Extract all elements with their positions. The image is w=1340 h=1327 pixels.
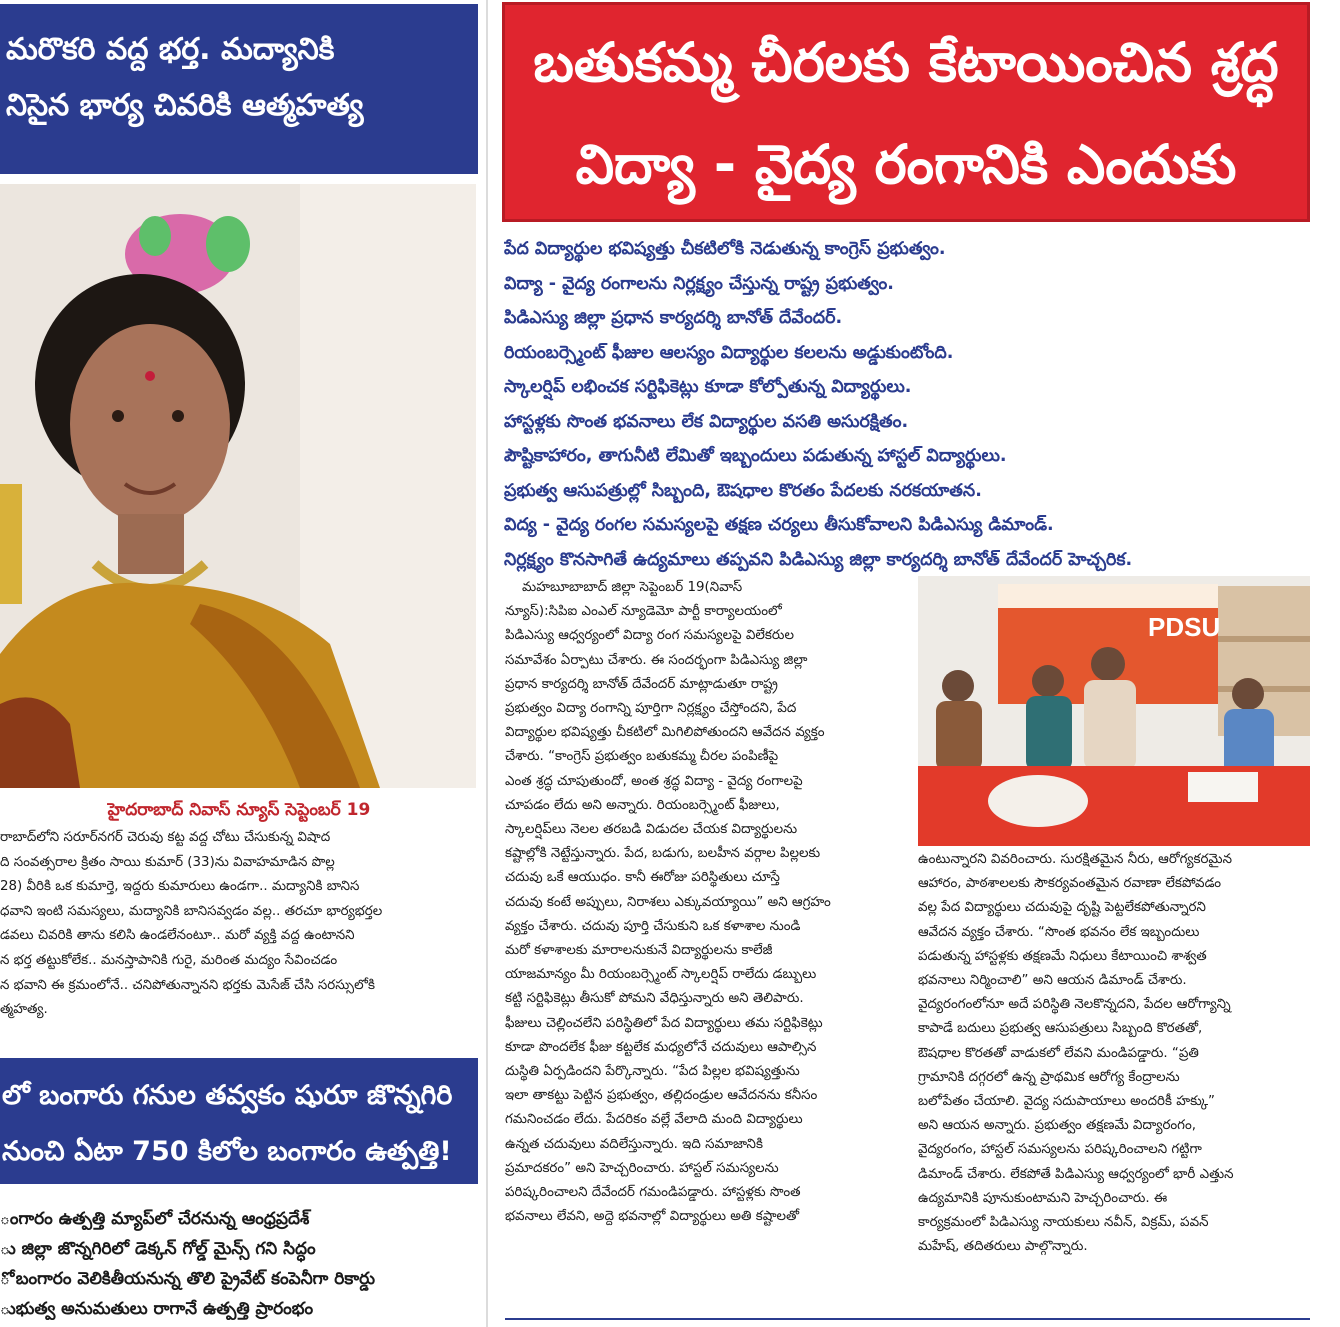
main-story-highlights — [504, 232, 1314, 577]
gold-story-subheadings — [0, 1204, 478, 1324]
left-body-line: న భర్త తట్టుకోలేక.. మనస్తాపానికి గురై, మరింత మద్యం సేవించడం — [0, 952, 338, 968]
main-body-line: మరో కళాశాలకు మారాలనుకునే విద్యార్థులను కాలేజీ — [505, 943, 773, 959]
main-body-line: దుస్థితి ఏర్పడిందని పేర్కొన్నారు. “పేద పిల్లల భవిష్యత్తును — [505, 1064, 800, 1080]
banner-text: PDSU — [1148, 612, 1221, 642]
main-body-line: విద్యార్థుల భవిష్యత్తు చీకటిలో మిగిలిపోతుందని ఆవేదన వ్యక్తం — [505, 725, 825, 741]
main-body-line: అని ఆయన అన్నారు. ప్రభుత్వం తక్షణమే విద్యారంగం, — [918, 1118, 1197, 1134]
left-body-line: ది సంవత్సరాల క్రితం సాయి కుమార్ (33)ను వివాహమాడిన పొల్ల — [0, 854, 335, 870]
main-body-line: గమనించడం లేదు. పేదరికం వల్లే వేలాది మంది విద్యార్థులు — [505, 1112, 803, 1128]
main-body-line: ఉద్యమానికి పూనుకుంటామని హెచ్చరించారు. ఈ — [918, 1190, 1168, 1206]
main-body-line: డిమాండ్ చేశారు. లేకపోతే పిడిఎస్యు ఆధ్వర్యంలో భారీ ఎత్తున — [918, 1166, 1234, 1182]
gold-story-headline — [0, 1058, 478, 1184]
column-divider — [486, 0, 488, 1327]
main-body-line: ఉన్నత చదువులు వదిలేస్తున్నారు. ఇది సమాజానికి — [505, 1136, 763, 1152]
highlight-line: విద్యా - వైద్య రంగాలను నిర్లక్ష్యం చేస్తున్న రాష్ట్ర ప్రభుత్వం. — [504, 273, 894, 294]
main-body-line: మహేష్, తదితరులు పాల్గొన్నారు. — [918, 1239, 1088, 1255]
main-body-line: ఔషధాల కొరతతో వాడుకలో లేవని మండిపడ్డారు. “ప్రతి — [918, 1045, 1199, 1061]
main-body-line: న్యూస్):సిపిఐ ఎంఎల్ న్యూడెమో పార్టీ కార్యాలయంలో — [505, 604, 782, 620]
main-body-line: ప్రమాదకరం” అని హెచ్చరించారు. హాస్టల్ సమస్యలను — [505, 1160, 779, 1176]
left-story-headline — [0, 4, 478, 174]
main-body-line: చదువు ఒకే ఆయుధం. కానీ ఈరోజు పరిస్థితులు చూస్తే — [505, 870, 780, 886]
main-body-line: బలోపేతం చేయాలి. వైద్య సదుపాయాలు అందరికీ హక్కు” — [918, 1094, 1215, 1110]
main-headline-line-2: విద్యా - వైద్య రంగానికి ఎందుకు లేదు? — [575, 133, 1237, 296]
left-body-line: ధవాని ఇంటి సమస్యలు, మద్యానికి బానిసవ్వడం వల్ల.. తరచూ భార్యభర్తల — [0, 903, 383, 919]
main-body-line: చదువు కంటే అప్పులు, నిరాశలు ఎక్కువయ్యాయి” అని ఆగ్రహం — [505, 894, 831, 910]
main-body-line: ప్రభుత్వం విద్యా రంగాన్ని పూర్తిగా నిర్లక్ష్యం చేస్తోందని, పేద — [505, 701, 797, 717]
main-body-line: వైద్యరంగంలోనూ అదే పరిస్థితి నెలకొన్నదని, పేదల ఆరోగ్యాన్ని — [918, 997, 1231, 1013]
highlight-line: స్కాలర్షిప్ లభించక సర్టిఫికెట్లు కూడా కోల్పోతున్న విద్యార్థులు. — [504, 377, 912, 397]
left-headline-line-2: నిసైన భార్య చివరికి ఆత్మహత్య — [6, 88, 364, 123]
gold-sub-line: ో బంగారం వెలికితీయనున్న తొలి ప్రైవేట్ కంపెనీగా రికార్డు — [0, 1269, 376, 1289]
main-body-line: చేశారు. “కాంగ్రెస్ ప్రభుత్వం బతుకమ్మ చీరల పంపిణీపై — [505, 749, 779, 765]
portrait-illustration — [0, 184, 476, 788]
main-body-line: వైద్యరంగం, హాస్టల్ సమస్యలను పరిష్కరించాలని గట్టిగా — [918, 1142, 1202, 1158]
main-body-line: కష్టాల్లోకి నెట్టేస్తున్నారు. పేద, బడుగు, బలహీన వర్గాల పిల్లలకు — [505, 846, 821, 862]
main-headline-line-1: బతుకమ్మ చీరలకు కేటాయించిన శ్రద్ధ — [533, 31, 1279, 94]
main-body-line: ఆహారం, పాఠశాలలకు సౌకర్యవంతమైన రవాణా లేకపోవడం — [918, 876, 1222, 892]
press-meet-illustration — [918, 576, 1310, 846]
left-body-line: న భవాని ఈ క్రమంలోనే.. చనిపోతున్నానని భర్తకు మెసేజ్ చేసి సరస్సులోకి — [0, 977, 375, 993]
main-body-line: కూడా పొందలేక ఫీజు కట్టలేక మధ్యలోనే చదువులు ఆపాల్సిన — [505, 1039, 817, 1055]
highlight-line: విద్య - వైద్య రంగల సమస్యలపై తక్షణ చర్యలు తీసుకోవాలని పిడిఎస్యు డిమాండ్. — [504, 515, 1054, 535]
gold-headline-line-2: నుంచి ఏటా 750 కిలోల బంగారం ఉత్పత్తి! — [2, 1136, 452, 1167]
highlight-line: రియంబర్స్మెంట్ ఫీజుల ఆలస్యం విద్యార్థుల కలలను అడ్డుకుంటోంది. — [504, 342, 954, 363]
left-headline-line-1: మరొకరి వద్ద భర్త. మద్యానికి — [6, 32, 335, 67]
main-body-line: ప్రధాన కార్యదర్శి బానోత్ దేవేందర్ మాట్లాడుతూ రాష్ట్ర — [505, 676, 778, 692]
left-story-body — [0, 826, 476, 1023]
woman-portrait-photo — [0, 184, 476, 788]
highlight-line: ప్రభుత్వ ఆసుపత్రుల్లో సిబ్బంది, ఔషధాల కొరతం పేదలకు నరకయాతన. — [504, 480, 982, 501]
gold-headline-line-1: లో బంగారు గనుల తవ్వకం షురూ జొన్నగిరి — [2, 1080, 453, 1111]
main-body-line: కట్టి సర్టిఫికెట్లు తీసుకో పోమని వేధిస్తున్నారు అని తెలిపారు. — [505, 991, 804, 1007]
main-body-line: పిడిఎస్యు ఆధ్వర్యంలో విద్యా రంగ సమస్యలపై విలేకరుల — [505, 628, 794, 644]
highlight-line: పేద విద్యార్థుల భవిష్యత్తు చీకటిలోకి నెడుతున్న కాంగ్రెస్ ప్రభుత్వం. — [504, 239, 946, 259]
highlight-line: పౌష్టికాహారం, తాగునీటి లేమితో ఇబ్బందులు పడుతున్న హాస్టల్ విద్యార్థులు. — [504, 446, 1007, 466]
main-body-line: ఎంత శ్రద్ధ చూపుతుందో, అంత శ్రద్ధ విద్యా - వైద్య రంగాలపై — [505, 773, 803, 789]
main-body-line: వ్యక్తం చేశారు. చదువు పూర్తి చేసుకుని ఒక కళాశాల నుండి — [505, 918, 801, 934]
gold-sub-line: ు జిల్లా జొన్నగిరిలో డెక్కన్ గోల్డ్ మైన్స్ గని సిద్ధం — [0, 1239, 316, 1259]
main-body-line: చూపడం లేదు అని అన్నారు. రియంబర్స్మెంట్ ఫీజులు, — [505, 797, 780, 813]
main-body-line: ఉంటున్నారని వివరించారు. సురక్షితమైన నీరు, ఆరోగ్యకరమైన — [918, 852, 1232, 867]
main-body-line: భవనాలు లేవని, అద్దె భవనాల్లో విద్యార్థులు అతి కష్టాలతో — [505, 1209, 800, 1225]
left-story-dateline: హైదరాబాద్ నివాస్ న్యూస్ సెప్టెంబర్ 19 — [107, 800, 371, 820]
main-body-line: గ్రామానికి దగ్గరలో ఉన్న ప్రాథమిక ఆరోగ్య కేంద్రాలను — [918, 1069, 1180, 1085]
main-body-line: సమావేశం ఏర్పాటు చేశారు. ఈ సందర్భంగా పిడిఎస్యు జిల్లా — [505, 652, 808, 668]
main-body-line: ఇలా తాకట్టు పెట్టిన ప్రభుత్వం, తల్లిదండ్రుల ఆవేదనను కనీసం — [505, 1088, 818, 1104]
main-body-line: ఆవేదన వ్యక్తం చేశారు. “సొంత భవనం లేక ఇబ్బందులు — [918, 924, 1200, 940]
main-body-line: కార్యక్రమంలో పిడిఎస్యు నాయకులు నవీన్, విక్రమ్, పవన్ — [918, 1215, 1209, 1231]
gold-sub-line: ంగారం ఉత్పత్తి మ్యాప్‌లో చేరనున్న ఆంధ్రప్రదేశ్ — [0, 1209, 310, 1229]
highlight-line: నిర్లక్ష్యం కొనసాగితే ఉద్యమాలు తప్పవని పిడిఎస్యు జిల్లా కార్యదర్శి బానోత్ దేవేందర్ హెచ్చరిక. — [504, 549, 1133, 570]
left-body-line: 28) వీరికి ఒక కుమార్తె, ఇద్దరు కుమారులు ఉండగా.. మద్యానికి బానిస — [0, 879, 360, 895]
main-body-line: పడుతున్న హాస్టళ్లకు తక్షణమే నిధులు కేటాయించి శాశ్వత — [918, 948, 1207, 964]
main-body-line: భవనాలు నిర్మించాలి” అని ఆయన డిమాండ్ చేశారు. — [918, 973, 1187, 989]
bottom-divider — [505, 1318, 1310, 1320]
main-body-line: ఫీజులు చెల్లించలేని పరిస్థితిలో పేద విద్యార్థులు తమ సర్టిఫికెట్లు — [505, 1015, 823, 1031]
main-body-line: మహబూబాబాద్ జిల్లా సెప్టెంబర్ 19(నివాస్ — [505, 580, 743, 595]
left-body-line: డవలు చివరికి తాను కలిసి ఉండలేనంటూ.. మరో వ్యక్తి వద్ద ఉంటానని — [0, 928, 355, 944]
main-body-line: కాపాడే బదులు ప్రభుత్వ ఆసుపత్రులు సిబ్బంది కొరతతో, — [918, 1021, 1203, 1037]
main-body-line: యాజమాన్యం మీ రియంబర్స్మెంట్ స్కాలర్షిప్ రాలేదు డబ్బులు — [505, 967, 817, 983]
gold-sub-line: ుభుత్వ అనుమతులు రాగానే ఉత్పత్తి ప్రారంభం — [0, 1299, 314, 1319]
highlight-line: హాస్టళ్లకు సొంత భవనాలు లేక విద్యార్థుల వసతి అసురక్షితం. — [504, 411, 909, 432]
highlight-line: పిడిఎస్యు జిల్లా ప్రధాన కార్యదర్శి బానోత్ దేవేందర్. — [504, 308, 843, 328]
main-body-line: పరిష్కరించాలని దేవేందర్ గమండిపడ్డారు. హాస్టళ్లకు సొంత — [505, 1185, 801, 1201]
press-meet-photo — [918, 576, 1310, 846]
main-body-line: వల్ల పేద విద్యార్థులు చదువుపై దృష్టి పెట్టలేకపోతున్నారని — [918, 900, 1206, 916]
main-story-body-column-2 — [918, 848, 1314, 1259]
main-story-body-column-1 — [505, 576, 893, 1229]
left-body-line: రాబాద్‌లోని సరూర్‌నగర్ చెరువు కట్ట వద్ద చోటు చేసుకున్న విషాద — [0, 830, 331, 845]
left-body-line: త్మహత్య. — [0, 1002, 48, 1018]
main-body-line: స్కాలర్షిప్‌లు నెలల తరబడి విడుదల చేయక విద్యార్థులను — [505, 822, 798, 838]
